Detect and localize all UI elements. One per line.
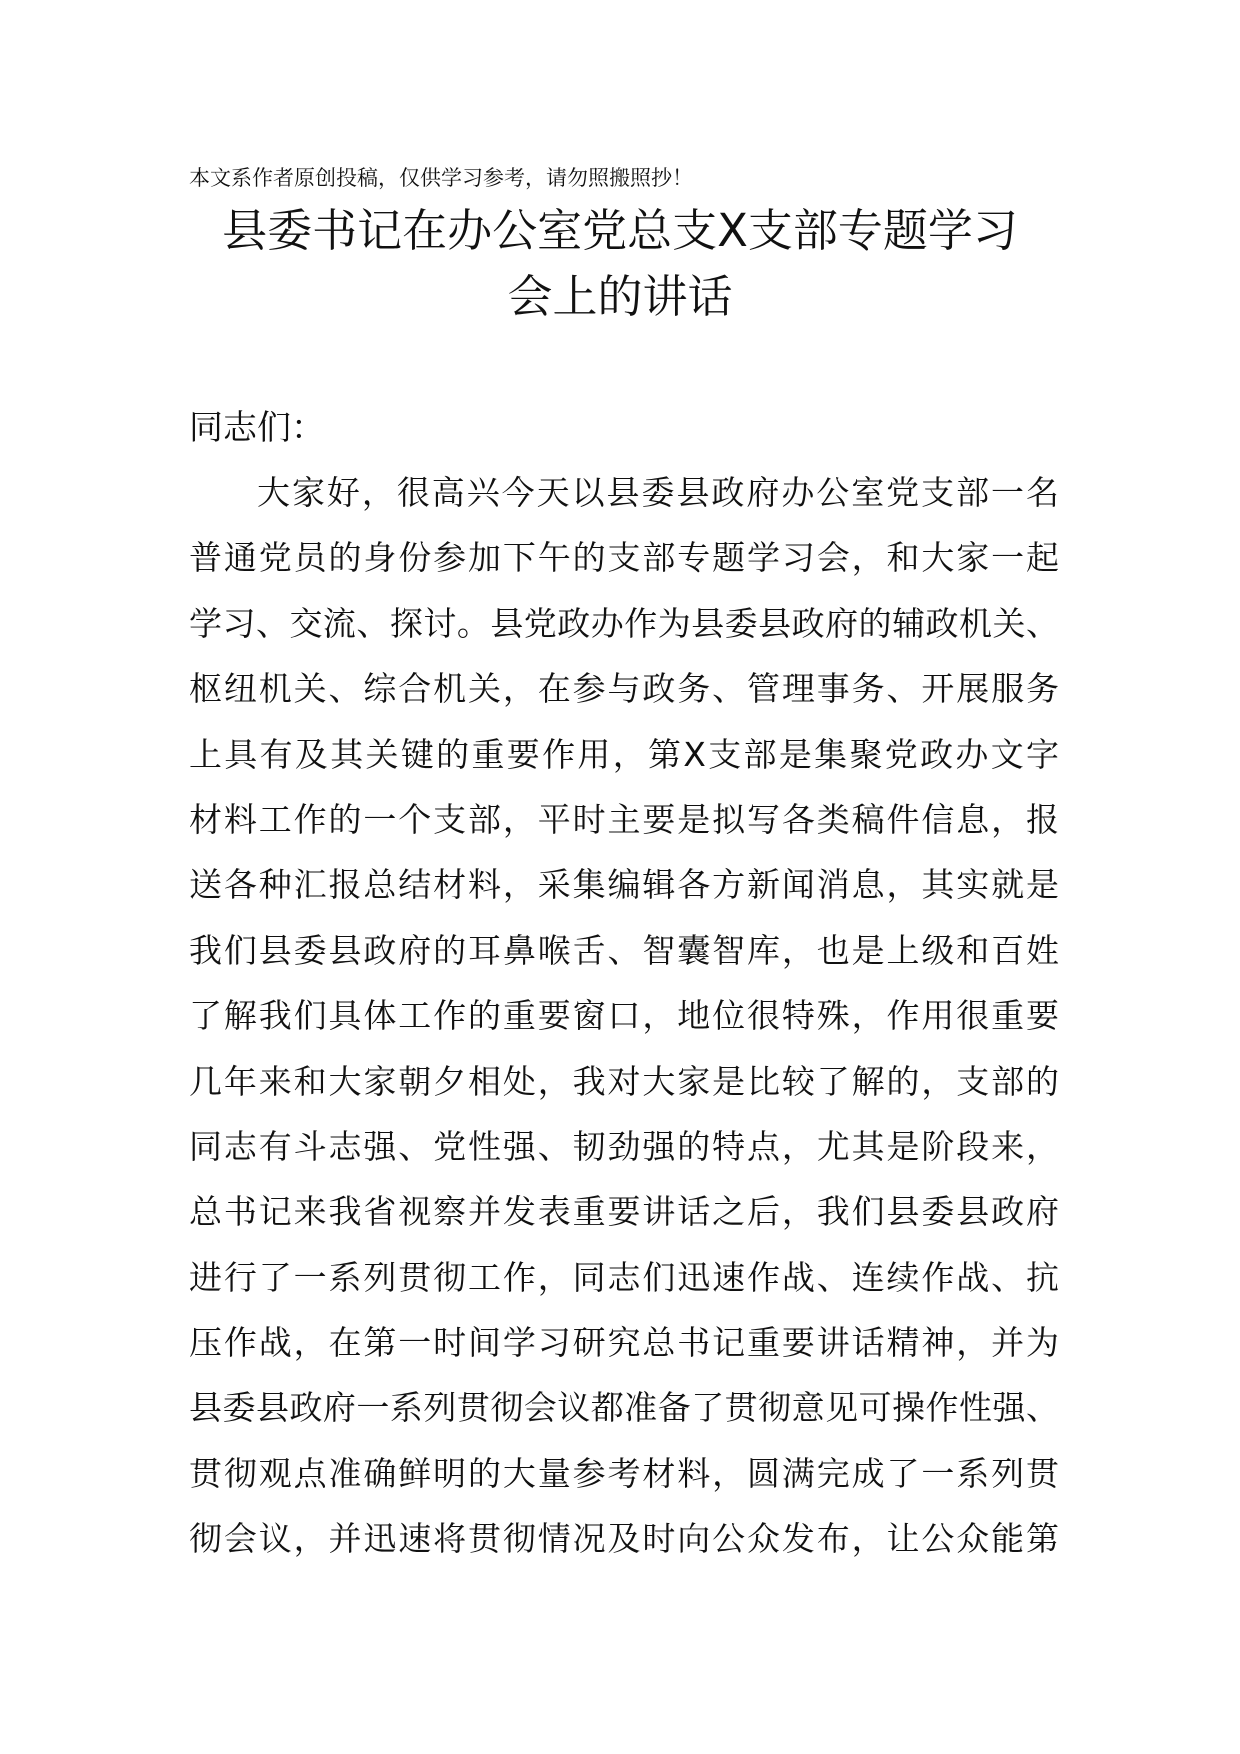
body-line: 几年来和大家朝夕相处，我对大家是比较了解的，支部的 bbox=[189, 1061, 1059, 1101]
body-line: 枢纽机关、综合机关，在参与政务、管理事务、开展服务 bbox=[189, 669, 1059, 709]
title-line: 县委书记在办公室党总支X支部专题学习 bbox=[222, 204, 1018, 257]
body-line: 大家好，很高兴今天以县委县政府办公室党支部一名 bbox=[257, 473, 1059, 512]
body-line: 材料工作的一个支部，平时主要是拟写各类稿件信息，报 bbox=[189, 799, 1059, 839]
copyright-note: 本文系作者原创投稿，仅供学习参考，请勿照搬照抄！ bbox=[189, 166, 693, 190]
body-line: 县委县政府一系列贯彻会议都准备了贯彻意见可操作性强、 bbox=[189, 1388, 1059, 1428]
salutation: 同志们： bbox=[189, 408, 325, 448]
body-line: 学习、交流、探讨。县党政办作为县委县政府的辅政机关、 bbox=[189, 603, 1059, 643]
body-line: 贯彻观点准确鲜明的大量参考材料，圆满完成了一系列贯 bbox=[189, 1453, 1059, 1493]
body-line: 彻会议，并迅速将贯彻情况及时向公众发布，让公众能第 bbox=[189, 1519, 1059, 1559]
body-line: 进行了一系列贯彻工作，同志们迅速作战、连续作战、抗 bbox=[189, 1257, 1059, 1297]
body-line: 了解我们具体工作的重要窗口，地位很特殊，作用很重要 bbox=[189, 996, 1059, 1036]
body-line: 上具有及其关键的重要作用，第X支部是集聚党政办文字 bbox=[189, 734, 1059, 774]
document-title bbox=[150, 198, 1090, 330]
body-line: 同志有斗志强、党性强、韧劲强的特点，尤其是阶段来， bbox=[189, 1126, 1059, 1166]
body-line: 送各种汇报总结材料，采集编辑各方新闻消息，其实就是 bbox=[189, 865, 1059, 905]
body-line: 压作战，在第一时间学习研究总书记重要讲话精神，并为 bbox=[189, 1323, 1059, 1363]
body-paragraph bbox=[189, 460, 1059, 1572]
body-line: 我们县委县政府的耳鼻喉舌、智囊智库，也是上级和百姓 bbox=[189, 930, 1059, 970]
title-line: 会上的讲话 bbox=[507, 270, 733, 323]
body-line: 总书记来我省视察并发表重要讲话之后，我们县委县政府 bbox=[189, 1192, 1059, 1232]
body-line: 普通党员的身份参加下午的支部专题学习会，和大家一起 bbox=[189, 538, 1059, 578]
